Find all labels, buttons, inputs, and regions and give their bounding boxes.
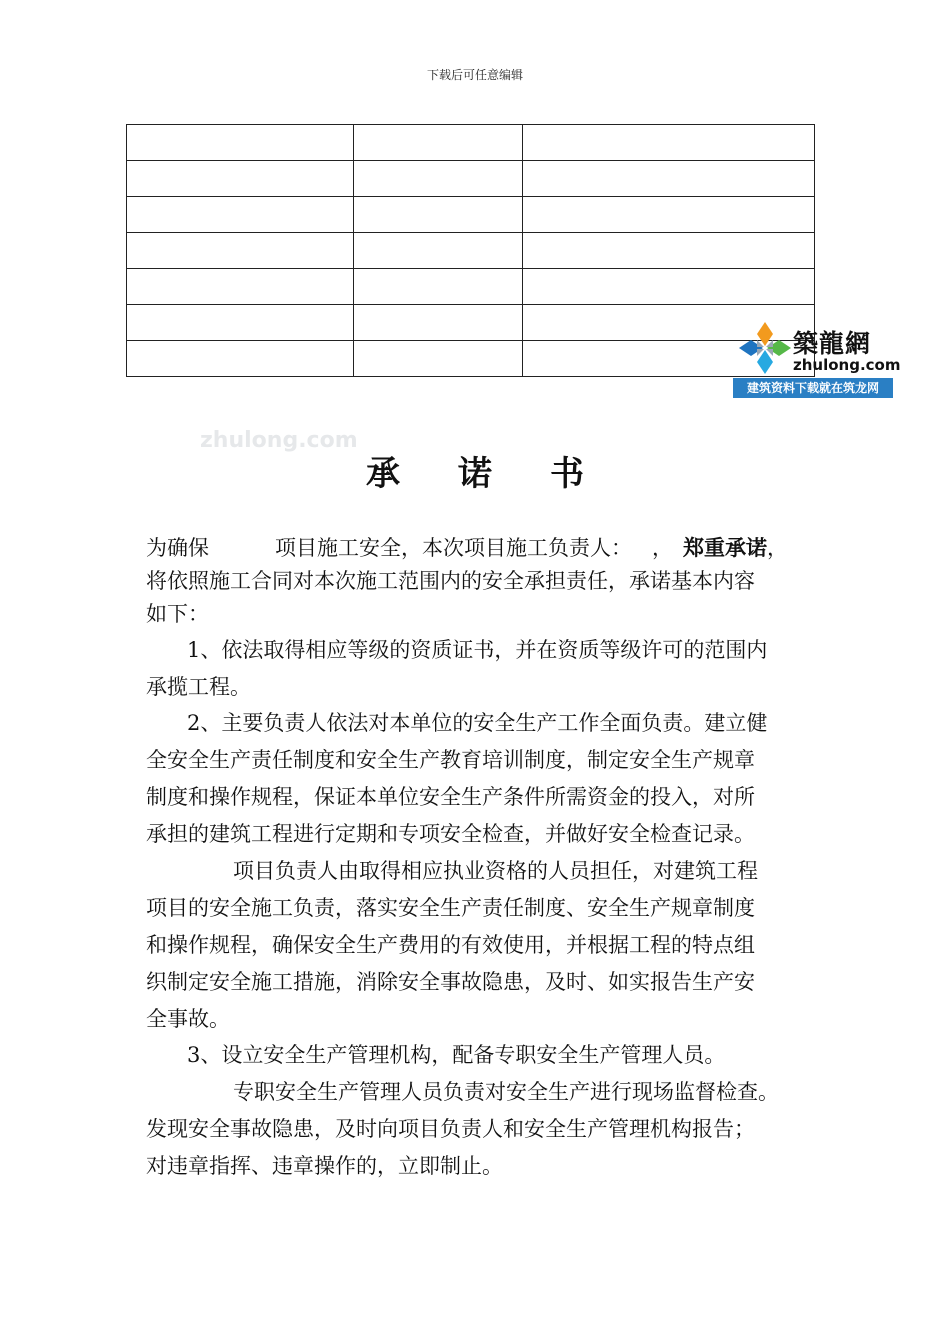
paragraph-2-line-4: 承担的建筑工程进行定期和专项安全检查，并做好安全检查记录。 [146, 822, 755, 846]
table-cell [523, 233, 815, 269]
table-cell [523, 269, 815, 305]
intro-text-a: 为确保 [146, 536, 209, 560]
table-row [127, 197, 815, 233]
logo-domain: zhulong.com [793, 356, 901, 374]
table-cell [354, 269, 523, 305]
table-cell [127, 197, 354, 233]
intro-line-1 [146, 537, 788, 559]
paragraph-3-line-5: 全事故。 [146, 1007, 230, 1031]
table-cell [127, 305, 354, 341]
table-cell [354, 341, 523, 377]
table-row [127, 125, 815, 161]
paragraph-1-line-1: 1、依法取得相应等级的资质证书，并在资质等级许可的范围内 [187, 638, 768, 662]
table-cell [127, 161, 354, 197]
logo-slogan-banner: 建筑资料下载就在筑龙网 [733, 378, 893, 398]
table-cell [354, 197, 523, 233]
paragraph-3-line-4: 织制定安全施工措施，消除安全事故隐患，及时、如实报告生产安 [146, 970, 755, 994]
intro-text-c: ， [652, 536, 673, 560]
table-cell [523, 125, 815, 161]
intro-text-d: ， [767, 536, 788, 560]
paragraph-4-line-1: 3、设立安全生产管理机构，配备专职安全生产管理人员。 [187, 1043, 726, 1067]
table-cell [354, 233, 523, 269]
watermark-text: zhulong.com [200, 428, 358, 453]
paragraph-5-line-3: 对违章指挥、违章操作的，立即制止。 [146, 1154, 503, 1178]
paragraph-1-line-2: 承揽工程。 [146, 675, 251, 699]
intro-text-b: 项目施工安全，本次项目施工负责人： [275, 536, 632, 560]
intro-line-3: 如下： [146, 602, 209, 626]
paragraph-2-line-1: 2、主要负责人依法对本单位的安全生产工作全面负责。建立健 [187, 711, 768, 735]
zhulong-logo [733, 320, 901, 398]
paragraph-2-line-2: 全安全生产责任制度和安全生产教育培训制度，制定安全生产规章 [146, 748, 755, 772]
table-row [127, 341, 815, 377]
table-cell [354, 125, 523, 161]
table-row [127, 269, 815, 305]
logo-chinese-name: 築龍網 [793, 329, 872, 358]
table-cell [127, 233, 354, 269]
paragraph-3-line-3: 和操作规程，确保安全生产费用的有效使用，并根据工程的特点组 [146, 933, 755, 957]
table-cell [127, 341, 354, 377]
page-header: 下载后可任意编辑 [426, 68, 523, 82]
table-cell [354, 161, 523, 197]
table-cell [127, 269, 354, 305]
table-row [127, 305, 815, 341]
table-cell [127, 125, 354, 161]
table-row [127, 233, 815, 269]
zhulong-emblem-icon [737, 320, 793, 376]
paragraph-3-line-1: 项目负责人由取得相应执业资格的人员担任，对建筑工程 [233, 859, 758, 883]
paragraph-5-line-1: 专职安全生产管理人员负责对安全生产进行现场监督检查。 [233, 1080, 779, 1104]
document-title: 承诺书 [366, 454, 642, 494]
intro-line-2: 将依照施工合同对本次施工范围内的安全承担责任，承诺基本内容 [146, 569, 755, 593]
paragraph-2-line-3: 制度和操作规程，保证本单位安全生产条件所需资金的投入，对所 [146, 785, 755, 809]
paragraph-3-line-2: 项目的安全施工负责，落实安全生产责任制度、安全生产规章制度 [146, 896, 755, 920]
table-cell [523, 197, 815, 233]
intro-bold-solemn-promise: 郑重承诺 [683, 535, 767, 560]
blank-form-table [126, 124, 815, 377]
paragraph-5-line-2: 发现安全事故隐患，及时向项目负责人和安全生产管理机构报告； [146, 1117, 755, 1141]
table-row [127, 161, 815, 197]
table-cell [354, 305, 523, 341]
table-cell [523, 161, 815, 197]
